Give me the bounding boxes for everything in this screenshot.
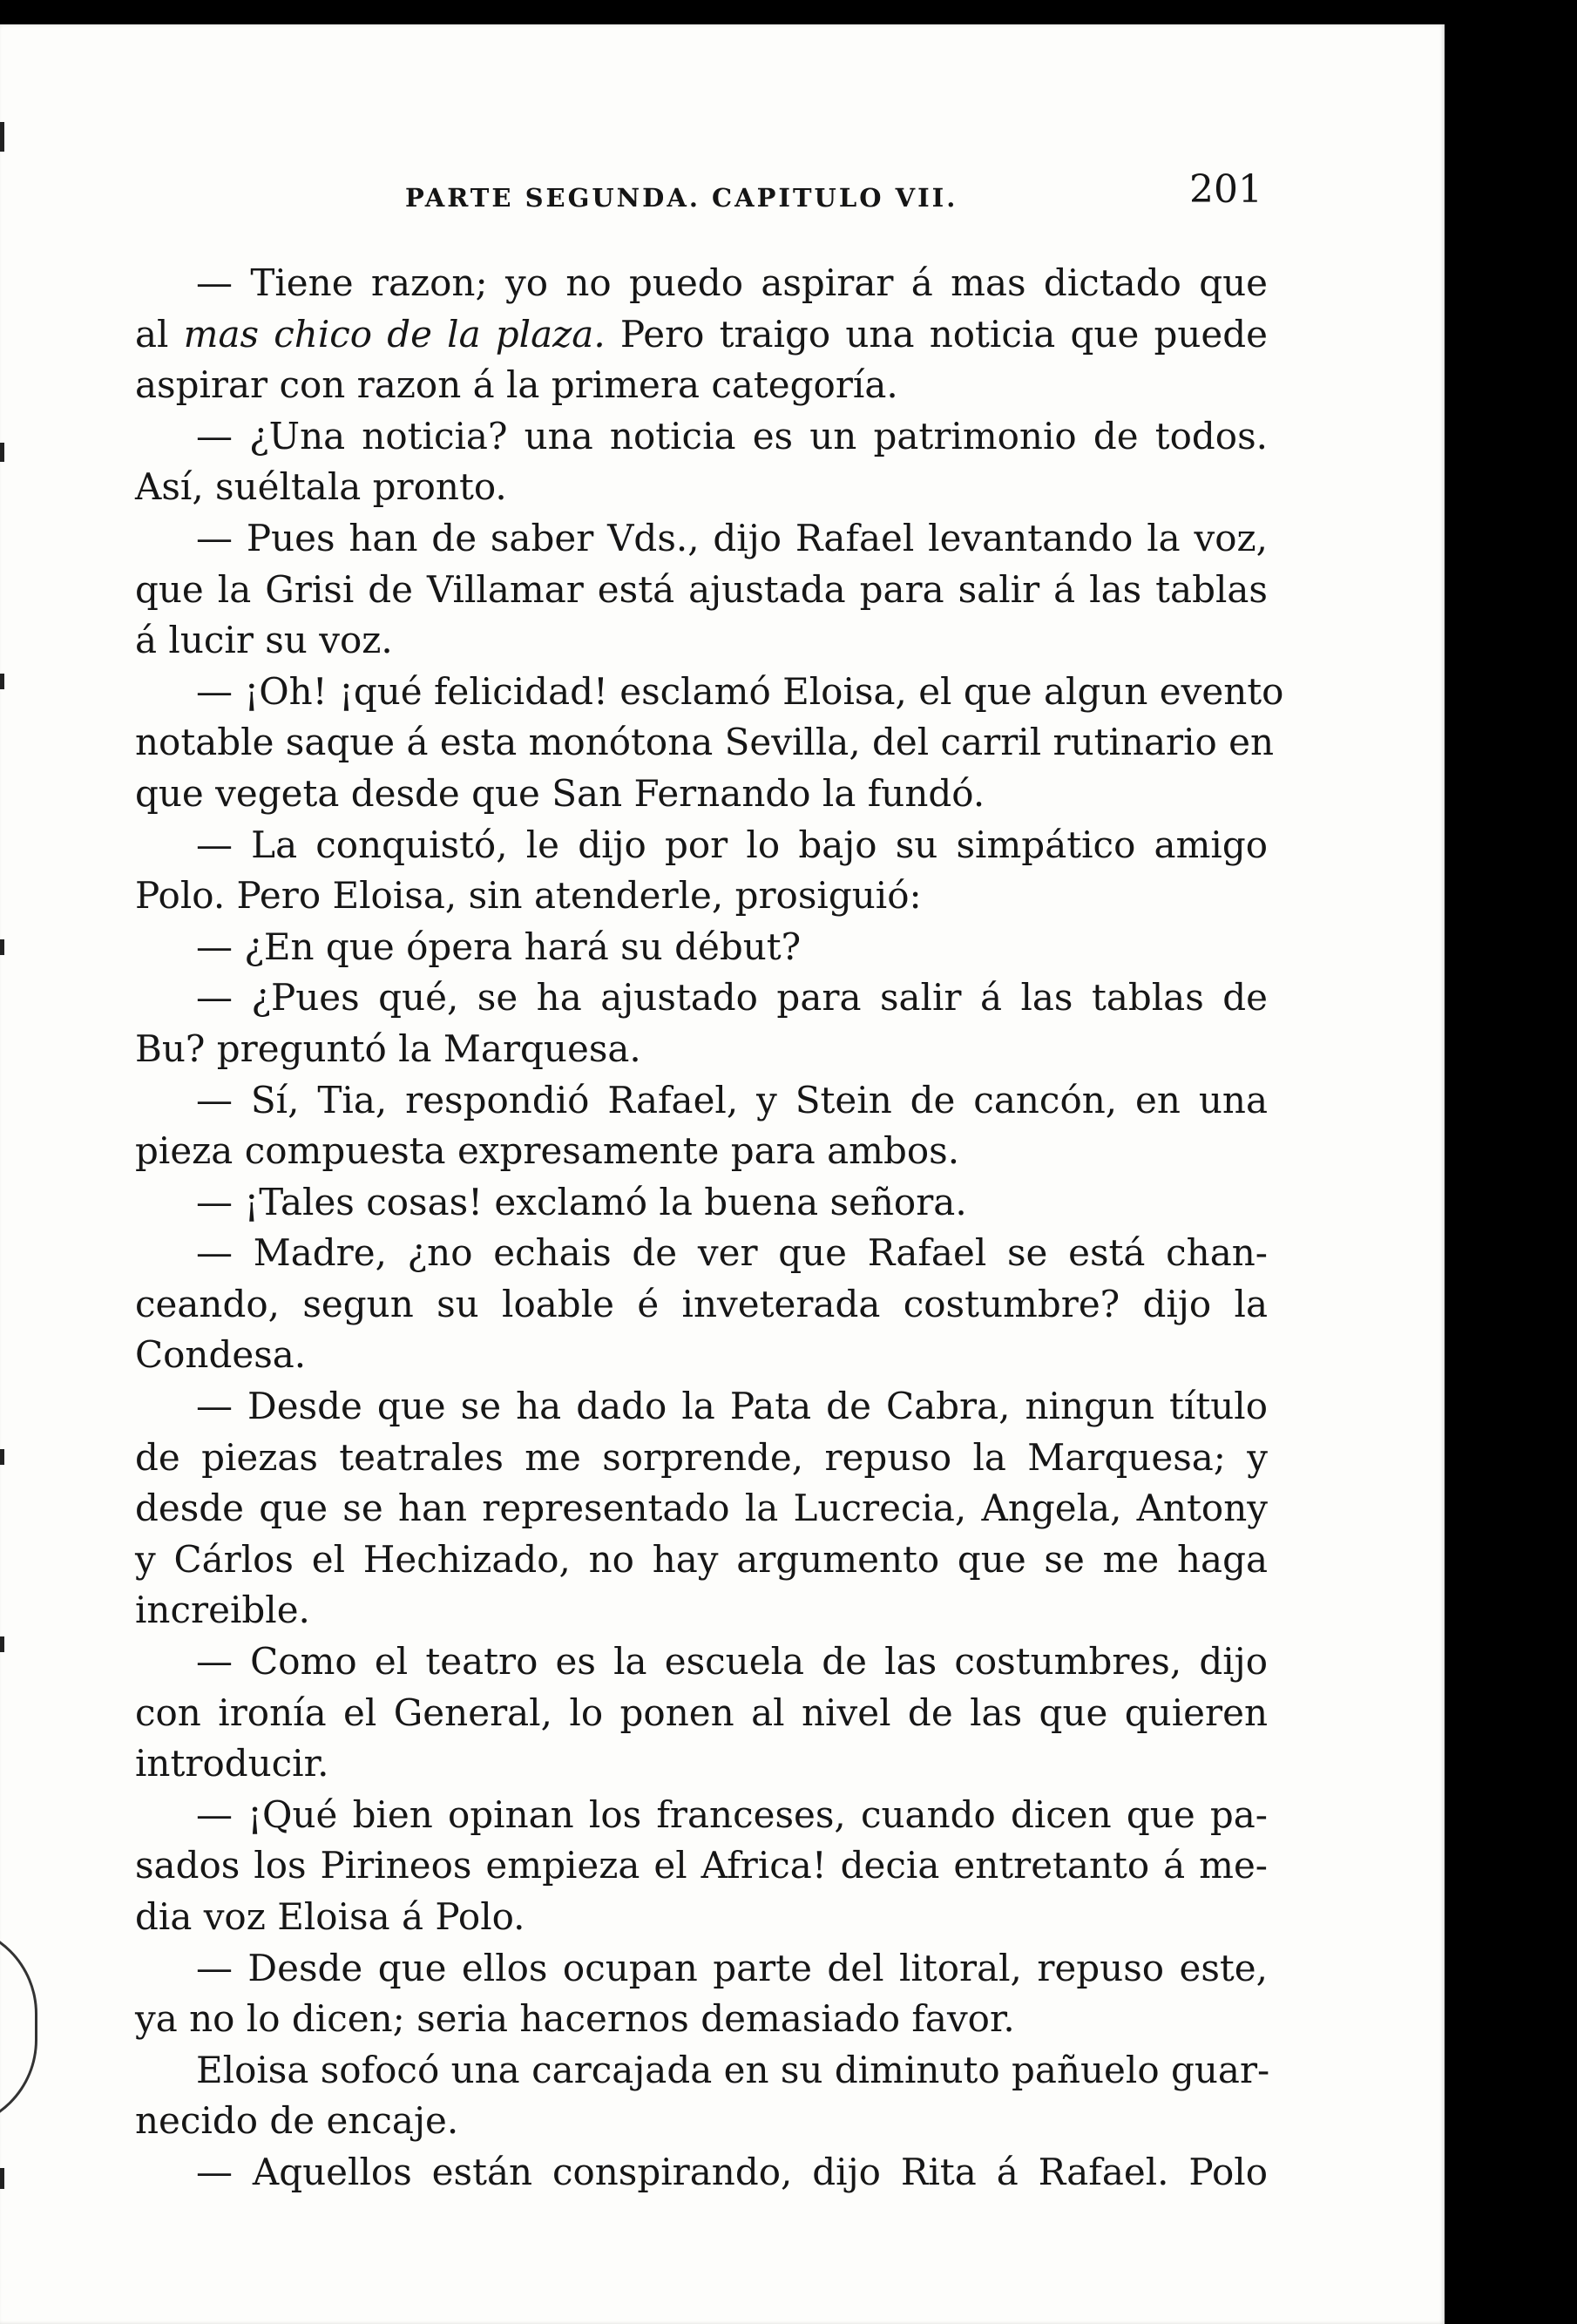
paragraph (135, 1228, 1268, 1381)
paragraph (135, 2147, 1268, 2199)
paragraph (135, 1381, 1268, 1636)
text-line: — Pues han de saber Vds., dijo Rafael levantando la voz, (196, 516, 1268, 559)
binding-hole-arc (0, 1924, 37, 2130)
paragraph (135, 1943, 1268, 2045)
text-line: ceando, segun su loable é inveterada costumbre? dijo la (135, 1282, 1268, 1325)
text-line: — Como el teatro es la escuela de las costumbres, dijo (196, 1640, 1268, 1684)
running-title: PARTE SEGUNDA. CAPITULO VII. (405, 183, 958, 213)
paragraph (135, 1636, 1268, 1790)
text-line: — Desde que se ha dado la Pata de Cabra, ningun título (196, 1385, 1268, 1428)
paragraph (135, 922, 1268, 973)
paragraph (135, 820, 1268, 922)
text-line: — ¿Una noticia? una noticia es un patrimonio de todos. (196, 414, 1268, 457)
paragraph (135, 411, 1268, 513)
text-line: dia voz Eloisa á Polo. (135, 1895, 525, 1938)
text-line: que vegeta desde que San Fernando la fundó. (135, 771, 985, 815)
text-line: — Desde que ellos ocupan parte del litoral, repuso este, (196, 1946, 1268, 1989)
edge-mark (0, 939, 4, 955)
text-line: increible. (135, 1589, 310, 1632)
book-page (0, 24, 1445, 2324)
edge-mark (0, 674, 4, 689)
text-line: que la Grisi de Villamar está ajustada para salir á las tablas (135, 567, 1268, 611)
text-line: — Madre, ¿no echais de ver que Rafael se está chan- (196, 1231, 1268, 1275)
text-line: — ¡Tales cosas! exclamó la buena señora. (196, 1180, 967, 1223)
text-line: Eloisa sofocó una carcajada en su diminuto pañuelo guar- (196, 2048, 1270, 2091)
text-line: — Sí, Tia, respondió Rafael, y Stein de cancón, en una (196, 1078, 1268, 1121)
text-line: introducir. (135, 1742, 329, 1785)
text-line: — Aquellos están conspirando, dijo Rita á Rafael. Polo (196, 2150, 1268, 2193)
edge-mark (0, 122, 4, 152)
text-line: sados los Pirineos empieza el Africa! decia entretanto á me- (135, 1844, 1268, 1887)
text-line: necido de encaje. (135, 2099, 459, 2143)
text-line: — ¡Qué bien opinan los franceses, cuando dicen que pa- (196, 1792, 1268, 1836)
text-line: y Cárlos el Hechizado, no hay argumento que se me haga (135, 1537, 1268, 1581)
paragraph (135, 1075, 1268, 1177)
text-line: pieza compuesta expresamente para ambos. (135, 1129, 960, 1173)
text-line: desde que se han representado la Lucrecia, Angela, Antony (135, 1487, 1268, 1530)
paragraph (135, 667, 1284, 820)
edge-mark (0, 2168, 4, 2189)
text-line: de piezas teatrales me sorprende, repuso la Marquesa; y (135, 1435, 1268, 1479)
paragraph (135, 1177, 1268, 1229)
text-line: al mas chico de la plaza. Pero traigo una noticia que puede (135, 312, 1268, 356)
page-number: 201 (1189, 167, 1262, 212)
text-line: Condesa. (135, 1333, 307, 1377)
text-line: — La conquistó, le dijo por lo bajo su simpático amigo (196, 823, 1268, 866)
text-line: — ¿En que ópera hará su début? (196, 925, 802, 968)
paragraph (135, 2045, 1268, 2147)
edge-mark (0, 443, 4, 462)
text-line: ya no lo dicen; seria hacernos demasiado favor. (135, 1997, 1015, 2041)
edge-mark (0, 1449, 4, 1465)
paragraph (135, 972, 1268, 1074)
paragraph (135, 1790, 1268, 1943)
text-line: — ¿Pues qué, se ha ajustado para salir á las tablas de (196, 976, 1268, 1020)
text-line: con ironía el General, lo ponen al nivel de las que quieren (135, 1690, 1268, 1734)
text-line: — ¡Oh! ¡qué felicidad! esclamó Eloisa, el que algun evento (196, 669, 1284, 713)
text-line: notable saque á esta monótona Sevilla, del carril rutinario en (135, 721, 1275, 764)
edge-mark (0, 1636, 4, 1652)
paragraph (135, 258, 1268, 411)
text-line: — Tiene razon; yo no puedo aspirar á mas dictado que (196, 261, 1268, 304)
text-line: Así, suéltala pronto. (135, 465, 507, 509)
text-line: á lucir su voz. (135, 619, 393, 662)
text-line: aspirar con razon á la primera categoría. (135, 363, 898, 407)
text-line: Polo. Pero Eloisa, sin atenderle, prosiguió: (135, 874, 922, 918)
text-line: Bu? preguntó la Marquesa. (135, 1026, 641, 1070)
paragraph (135, 513, 1268, 667)
body-text (135, 258, 1284, 2199)
page-header (405, 164, 1268, 225)
